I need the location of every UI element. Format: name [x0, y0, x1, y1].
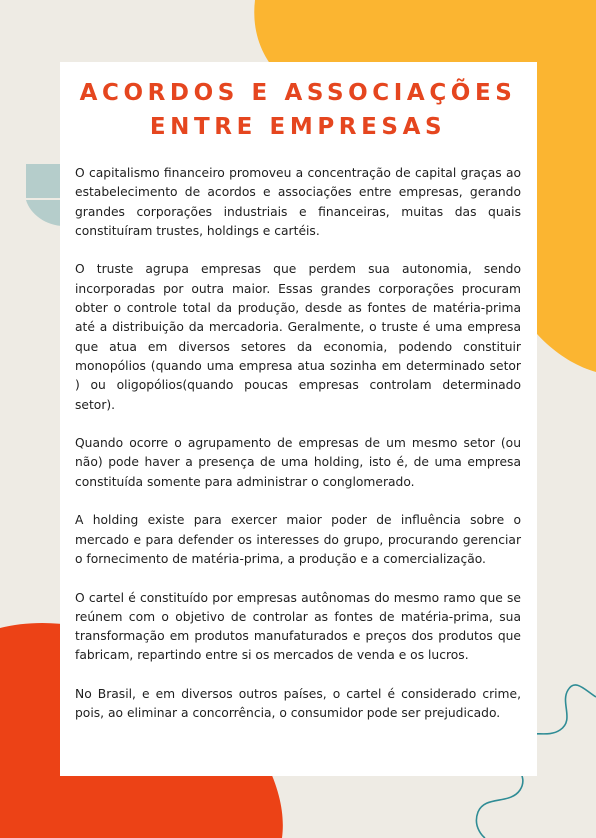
paragraph-holding: A holding existe para exercer maior poder de influência sobre o mercado e para defender os interesses do grupo, procurando gerenciar o fornecimento de matéria-prima, a produção e a comercialização.: [75, 513, 521, 566]
title-line-1: ACORDOS E ASSOCIAÇÕES: [79, 80, 517, 106]
page-title: [0, 76, 596, 144]
paragraph-brasil: No Brasil, e em diversos outros países, o cartel é considerado crime, pois, ao eliminar a concorrência, o consumidor pode ser prejudicado.: [75, 687, 521, 721]
article-body: [75, 164, 521, 724]
title-line-2: ENTRE EMPRESAS: [149, 114, 447, 140]
paragraph-cartel: O cartel é constituído por empresas autônomas do mesmo ramo que se reúnem com o objetivo de controlar as fontes de matéria-prima, sua transformação em produtos manufaturados e preços dos produtos que fabricam, repartindo entre si os mercados de venda e os lucros.: [75, 590, 521, 663]
paragraph-agrupamento: Quando ocorre o agrupamento de empresas de um mesmo setor (ou não) pode haver a presença de uma holding, isto é, de uma empresa constituída somente para administrar o conglomerado.: [75, 436, 521, 489]
paragraph-capitalismo: O capitalismo financeiro promoveu a concentração de capital graças ao estabelecimento de acordos e associações entre empresas, gerando grandes corporações industriais e financeiras, muitas das quais constituíram trustes, holdings e cartéis.: [75, 166, 521, 238]
paragraph-truste: O truste agrupa empresas que perdem sua autonomia, sendo incorporadas por outra maior. Essas grandes corporações procuram obter o controle total da produção, desde as fontes de matéria-prima até a distribuição da mercadoria. Geralmente, o truste é uma empresa que atua em diversos setores da economia, podendo constituir monopólios (quando uma empresa atua sozinha em determinado setor ) ou oligopólios(quando poucas empresas controlam determinado setor).: [75, 262, 521, 412]
teal-quarter-shape-bottom: [26, 200, 64, 226]
